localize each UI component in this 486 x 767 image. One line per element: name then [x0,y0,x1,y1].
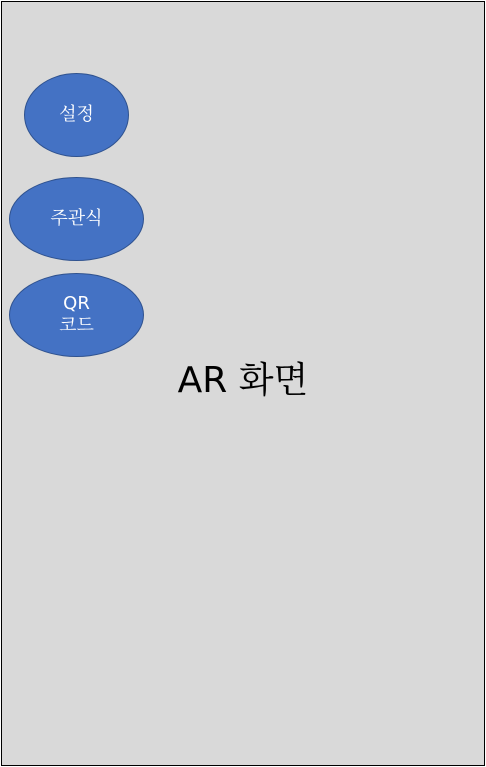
qr-code-label-line1: QR [63,293,90,314]
settings-button-label: 설정 [59,104,94,125]
subjective-button[interactable] [9,177,144,261]
ar-screen-title: AR 화면 [177,360,309,401]
subjective-button-label: 주관식 [50,208,103,229]
qr-code-button[interactable] [9,273,144,357]
settings-button[interactable] [24,73,129,157]
ar-screen [1,1,485,766]
qr-code-label-line2: 코드 [59,315,94,336]
qr-code-button-label [59,293,94,337]
